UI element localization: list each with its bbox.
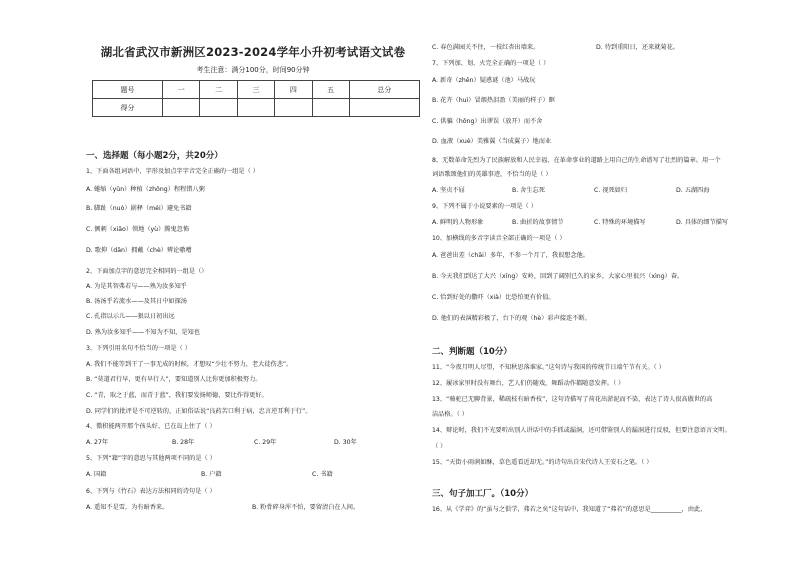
question: 2、下面加点字的意思完全相同的一组是（）	[86, 268, 208, 275]
option: D. 歌抑（dān）拥戴（chè）辨论嗷嘈	[86, 247, 192, 254]
option: A. 遥知不是雪，为有暗香来。	[86, 504, 169, 511]
score-table	[92, 80, 420, 117]
option: D. 具体的细节描写	[676, 219, 729, 226]
option: A. 爸爸出差（chāi）多年，不参一个月了，我很想念他。	[432, 252, 590, 259]
option: B. 汤汤乎若流水——及其日中如探汤	[86, 298, 187, 305]
option: D. 血液（xuè）美雅翼（当成翼子）地而业	[432, 138, 552, 145]
option: B. 粉骨碎身浑不怕，要留清白在人间。	[252, 504, 360, 511]
option: B. 脚趾（nuò）剧释（méi）避免书籍	[86, 205, 192, 212]
score-header-cell: 题号	[93, 81, 163, 99]
option: A. 坚贞不屈	[432, 187, 465, 194]
section-heading: 二、判断题（10分）	[432, 347, 512, 357]
option: D. 30年	[334, 439, 357, 446]
question: 12、履冰家里时没有舞台，艺人们仍随戏，舞蹈动作都随意发挥。（ ）	[432, 380, 625, 387]
exam-title: 湖北省武汉市新洲区2023-2024学年小升初考试语文试卷	[100, 45, 406, 59]
score-cell[interactable]	[349, 99, 419, 117]
right-column	[432, 0, 772, 562]
score-cell[interactable]	[237, 99, 274, 117]
question-continued: 词语歌颂他们的英雄事迹，不恰当的是（ ）	[432, 171, 552, 178]
question: 14、辩论时，我们不光要听出别人讲话中的手抓或漏洞，还可借鉴别人的漏洞进行反驳，但要注意语言文明。	[432, 427, 731, 434]
option: C. 春色满园关不住，一枝红杏出墙来。	[432, 44, 540, 51]
option: B. 户籍	[201, 471, 222, 478]
question-continued: 洁品格。（ ）	[432, 411, 468, 418]
score-header-cell: 一	[163, 81, 200, 99]
score-cell[interactable]	[200, 99, 237, 117]
score-row-label: 得分	[93, 99, 163, 117]
question: 1、下面各组词语中，字形及加点字字音完全正确的一组是（ ）	[86, 168, 259, 175]
option: D. 待到重阳日，还来就菊花。	[596, 44, 679, 51]
option: C. 供骗（hōng）出谬误（放开）而不舍	[432, 118, 543, 125]
option: D. 熟为汝多知乎——不知为不知，是知也	[86, 329, 200, 336]
option: C. 29年	[254, 439, 277, 446]
option: C. 孔指以示儿——狠以日初出远	[86, 313, 175, 320]
score-row	[93, 99, 420, 117]
question: 11、“今夜月明人尽望，不知秋思落谁家。”这句诗与我国的传统节日端午节有关。（ ）	[432, 364, 665, 371]
question: 15、“天街小雨润如酥，草色遥看近却无。”的诗句出自宋代诗人王安石之笔。（ ）	[432, 459, 653, 466]
option: B. “莫道君行早，更有早行人”，要知道别人比你更加积极努力。	[86, 376, 262, 383]
option: A. 为是其智弗若与——熟为汝多知乎	[86, 283, 187, 290]
question-continued: （ ）	[432, 443, 447, 450]
question: 10、加横线的多音字读音全部正确的一项是（ ）	[432, 235, 566, 242]
question: 7、下列加、划、火完全正确的一项是（ ）	[432, 60, 550, 67]
option: C. 书籍	[312, 471, 333, 478]
section-heading: 一、选择题（每小题2分，共20分）	[86, 151, 223, 161]
question: 5、下列“籍”字的意思与其他两项不同的是（ ）	[86, 455, 216, 462]
option: A. 鲜明的人物形象	[432, 219, 484, 226]
score-header-cell: 二	[200, 81, 237, 99]
option: D. 同学们的批评是不可逆转的，正如俗话说“良药苦口利于病，忠言逆耳利于行”。	[86, 408, 312, 415]
score-cell[interactable]	[163, 99, 200, 117]
question: 8、无数革命先烈为了民族解放和人民幸福，在革命事业的道路上用自己的生命谱写了壮烈的篇章。用一个	[432, 157, 721, 164]
option: C. 视死如归	[594, 187, 628, 194]
option: C. 特殊的环境描写	[594, 219, 646, 226]
option: A. 我们不能等到干了一事无成的时候，才想叹“少壮不努力，老大徒伤悲”。	[86, 361, 293, 368]
exam-note: 考生注意：满分100分，时间90分钟	[196, 66, 310, 74]
option: B. 今天我们到达了大兴（xīng）安岭，回到了阔别已久的家乡，大家心里很兴（xìng）奋。	[432, 273, 684, 280]
score-header-cell: 总分	[349, 81, 419, 99]
option: A. 国籍	[86, 471, 107, 478]
score-cell[interactable]	[275, 99, 312, 117]
score-header-cell: 三	[237, 81, 274, 99]
option: D. 他们的表演精彩极了，台下的观（hè）彩声接连不断。	[432, 315, 591, 322]
question: 16、从《学弈》的“虽与之俱学，弗若之矣”这句话中，我知道了“弗若”的意思是__________，由此，	[432, 506, 707, 513]
option: A. 新奇（zhēn）疑惑谜（池）马战玩	[432, 77, 536, 84]
score-cell[interactable]	[312, 99, 349, 117]
option: C. 恰到好处的撒吓（xià）比恐怕更有价值。	[432, 294, 555, 301]
option: B. 28年	[172, 439, 195, 446]
option: B. 曲折的故事情节	[512, 219, 564, 226]
option: A. 27年	[86, 439, 109, 446]
question: 3、下列引用名句不恰当的一项是（ ）	[86, 345, 191, 352]
question: 6、下列与《竹石》表达方法相同的诗句是（ ）	[86, 488, 216, 495]
score-header-cell: 五	[312, 81, 349, 99]
left-column	[86, 0, 420, 562]
option: D. 五湖四海	[676, 187, 710, 194]
option: C. “青，取之于蓝，而青于蓝”，我们要发扬师德，要比作得更好。	[86, 392, 268, 399]
question: 9、下列不属于小说要素的一项是（ ）	[432, 203, 537, 210]
option: B. 舍生忘死	[512, 187, 545, 194]
score-header-row	[93, 81, 420, 99]
score-header-cell: 四	[275, 81, 312, 99]
option: A. 蜷缩（yǔn）种植（zhǒng）程程错八粥	[86, 186, 205, 193]
question: 13、“骑驼已无聊背景，稀疏枝有暗香枝”，这句诗描写了荷花出淤泥而不染，表达了诗人很高傲世的高	[432, 396, 713, 403]
option: C. 侧刺（xiāo）领地（yù）腾鬼忽怖	[86, 226, 190, 233]
question: 4、微积能两开那个孩头好，已在岛上住了（ ）	[86, 423, 216, 430]
section-heading: 三、句子加工厂。（10分）	[432, 489, 534, 499]
option: B. 花卉（huì）冒烟热泪盈（美丽的样子）眶	[432, 97, 555, 104]
